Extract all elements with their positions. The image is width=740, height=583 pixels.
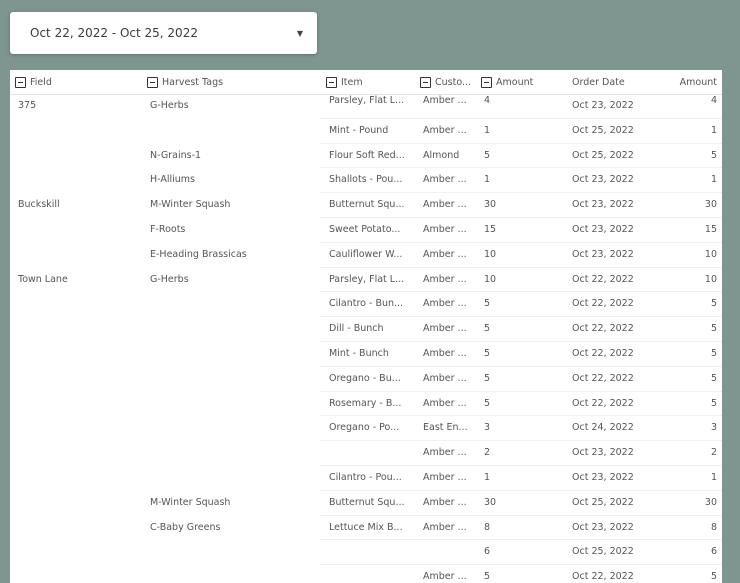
amount-cell: 5	[484, 323, 491, 335]
order-date-cell: Oct 22, 2022	[572, 348, 634, 359]
amount-total-cell: 10	[704, 273, 717, 285]
item-cell: Cilantro - Pou...	[329, 472, 402, 483]
harvest-tag-cell: H-Alliums	[150, 174, 196, 186]
amount-cell: 5	[484, 298, 491, 310]
amount-total-cell: 4	[710, 95, 717, 106]
field-cell	[18, 565, 143, 583]
amount-total-cell: 1	[710, 174, 717, 186]
harvest-tag-cell: C-Baby Greens	[150, 521, 221, 533]
order-date-cell: Oct 25, 2022	[572, 546, 634, 558]
field-cell: Buckskill	[18, 199, 60, 211]
date-range-label: Oct 22, 2022 - Oct 25, 2022	[30, 26, 198, 40]
customer-cell: Amber ...	[423, 273, 467, 285]
table-row[interactable]	[10, 540, 722, 565]
header-harvest-tags	[147, 70, 223, 94]
field-cell	[18, 491, 143, 516]
amount-cell: 1	[484, 124, 491, 136]
table-row[interactable]	[10, 367, 722, 392]
amount-cell: 1	[484, 174, 491, 186]
amount-total-cell: 5	[710, 298, 717, 310]
table-row[interactable]	[10, 168, 722, 193]
customer-cell: Amber ...	[423, 348, 467, 359]
dropdown-caret-icon: ▼	[296, 28, 303, 38]
harvest-tag-cell	[150, 416, 325, 441]
customer-cell: Amber ...	[423, 521, 467, 533]
item-cell: Sweet Potato...	[329, 224, 401, 235]
table-row[interactable]	[10, 292, 722, 317]
amount-cell: 30	[484, 496, 497, 508]
field-cell	[18, 466, 143, 491]
harvest-tag-cell	[150, 317, 325, 342]
collapse-item-icon[interactable]	[326, 77, 337, 88]
harvest-tag-cell	[150, 342, 325, 367]
customer-cell: Amber ...	[423, 199, 467, 211]
amount-total-cell: 8	[710, 521, 717, 533]
item-cell: Oregano - Bu...	[329, 372, 401, 384]
field-cell	[18, 540, 143, 565]
amount-total-cell: 5	[710, 323, 717, 335]
amount-total-cell: 1	[710, 124, 717, 136]
amount-cell: 10	[484, 273, 497, 285]
field-cell	[18, 342, 143, 367]
amount-cell: 5	[484, 149, 491, 161]
item-cell: Rosemary - B...	[329, 397, 402, 409]
harvest-tag-cell	[150, 119, 325, 144]
order-date-cell: Oct 24, 2022	[572, 422, 634, 434]
order-date-cell: Oct 25, 2022	[572, 496, 634, 508]
amount-total-cell: 5	[710, 397, 717, 409]
amount-total-cell: 30	[704, 496, 717, 508]
table-row[interactable]	[10, 268, 722, 293]
amount-total-cell: 2	[710, 447, 717, 459]
item-cell: Shallots - Pou...	[329, 174, 403, 186]
harvest-tag-cell: G-Herbs	[150, 100, 189, 111]
customer-cell: Amber ...	[423, 323, 467, 335]
amount-cell: 4	[484, 95, 491, 106]
amount-total-cell: 5	[710, 372, 717, 384]
harvest-tag-cell	[150, 392, 325, 417]
header-order-date[interactable]	[572, 70, 625, 94]
order-date-cell: Oct 22, 2022	[572, 298, 634, 310]
order-date-cell: Oct 22, 2022	[572, 273, 634, 285]
order-date-cell: Oct 25, 2022	[572, 149, 634, 161]
customer-cell	[423, 540, 473, 565]
amount-total-cell: 15	[704, 224, 717, 235]
header-amount-total-label[interactable]: Amount	[679, 76, 717, 88]
order-date-cell: Oct 22, 2022	[572, 372, 634, 384]
amount-cell: 1	[484, 472, 491, 483]
order-date-cell: Oct 23, 2022	[572, 174, 634, 186]
header-amount-label[interactable]: Amount	[496, 76, 534, 88]
amount-total-cell: 3	[710, 422, 717, 434]
customer-cell: Amber ...	[423, 397, 467, 409]
order-date-cell: Oct 25, 2022	[572, 124, 634, 136]
item-cell: Butternut Squ...	[329, 199, 405, 211]
item-cell	[329, 565, 415, 583]
amount-cell: 5	[484, 397, 491, 409]
table-row[interactable]	[10, 119, 722, 144]
amount-total-cell: 6	[710, 546, 717, 558]
header-customer-label[interactable]: Custo...	[435, 76, 472, 88]
amount-cell: 6	[484, 546, 491, 558]
field-cell	[18, 416, 143, 441]
customer-cell: East En...	[423, 422, 468, 434]
item-cell: Oregano - Po...	[329, 422, 400, 434]
item-cell: Cilantro - Bun...	[329, 298, 404, 310]
customer-cell: Amber ...	[423, 298, 467, 310]
order-date-cell: Oct 22, 2022	[572, 323, 634, 335]
table-row[interactable]	[10, 516, 722, 541]
customer-cell: Amber ...	[423, 472, 467, 483]
amount-cell: 2	[484, 447, 491, 459]
field-cell	[18, 317, 143, 342]
header-field	[15, 70, 52, 94]
harvest-tag-cell	[150, 540, 325, 565]
customer-cell: Amber ...	[423, 248, 467, 260]
harvest-tag-cell	[150, 441, 325, 466]
harvest-tag-cell: M-Winter Squash	[150, 199, 231, 211]
field-cell	[18, 243, 143, 268]
item-cell: Cauliflower W...	[329, 248, 403, 260]
amount-total-cell: 5	[710, 149, 717, 161]
customer-cell: Amber ...	[423, 447, 467, 459]
table-row[interactable]	[10, 218, 722, 243]
order-date-cell: Oct 22, 2022	[572, 571, 634, 583]
amount-total-cell: 5	[710, 348, 717, 359]
field-cell	[18, 441, 143, 466]
table-row[interactable]	[10, 392, 722, 417]
header-harvest-tags-label[interactable]: Harvest Tags	[162, 76, 224, 88]
item-cell: Flour Soft Red...	[329, 149, 405, 161]
harvest-tag-cell: G-Herbs	[150, 273, 189, 285]
amount-cell: 5	[484, 348, 491, 359]
table-row[interactable]	[10, 466, 722, 491]
amount-total-cell: 5	[710, 571, 717, 583]
field-cell	[18, 168, 143, 193]
date-range-dropdown[interactable]	[10, 12, 317, 54]
collapse-harvest-tags-icon[interactable]	[147, 77, 158, 88]
field-cell	[18, 218, 143, 243]
field-cell	[18, 367, 143, 392]
harvest-tag-cell: E-Heading Brassicas	[150, 248, 247, 260]
collapse-customer-icon[interactable]	[420, 77, 431, 88]
table-row[interactable]	[10, 94, 722, 119]
header-item-label[interactable]: Item	[341, 76, 363, 88]
amount-total-cell: 30	[704, 199, 717, 211]
collapse-field-icon[interactable]	[15, 77, 26, 88]
header-field-label[interactable]: Field	[30, 76, 52, 88]
harvest-tag-cell: M-Winter Squash	[150, 496, 231, 508]
amount-cell: 15	[484, 224, 497, 235]
field-cell: 375	[18, 100, 37, 111]
field-cell	[18, 392, 143, 417]
table-row[interactable]	[10, 565, 722, 583]
item-cell: Lettuce Mix B...	[329, 521, 403, 533]
order-date-cell: Oct 23, 2022	[572, 248, 634, 260]
table-row[interactable]	[10, 491, 722, 516]
table-row[interactable]	[10, 441, 722, 466]
harvest-tag-cell	[150, 466, 325, 491]
item-cell: Mint - Pound	[329, 124, 389, 136]
customer-cell: Amber ...	[423, 224, 467, 235]
item-cell	[329, 540, 415, 565]
customer-cell: Amber ...	[423, 496, 467, 508]
pivot-table	[10, 70, 722, 583]
amount-cell: 10	[484, 248, 497, 260]
amount-total-cell: 10	[704, 248, 717, 260]
amount-cell: 30	[484, 199, 497, 211]
harvest-tag-cell	[150, 292, 325, 317]
item-cell: Mint - Bunch	[329, 348, 389, 359]
order-date-cell: Oct 23, 2022	[572, 521, 634, 533]
customer-cell: Amber ...	[423, 372, 467, 384]
table-row[interactable]	[10, 317, 722, 342]
customer-cell: Amber ...	[423, 95, 467, 106]
harvest-tag-cell	[150, 367, 325, 392]
amount-cell: 5	[484, 372, 491, 384]
table-row[interactable]	[10, 342, 722, 367]
field-cell	[18, 292, 143, 317]
table-row[interactable]	[10, 193, 722, 218]
amount-cell: 3	[484, 422, 491, 434]
field-cell	[18, 144, 143, 169]
order-date-cell: Oct 23, 2022	[572, 447, 634, 459]
order-date-cell: Oct 23, 2022	[572, 100, 634, 111]
customer-cell: Almond	[423, 149, 460, 161]
item-cell	[329, 441, 415, 466]
customer-cell: Amber ...	[423, 174, 467, 186]
collapse-amount-icon[interactable]	[481, 77, 492, 88]
harvest-tag-cell	[150, 565, 325, 583]
item-cell: Dill - Bunch	[329, 323, 384, 335]
table-row[interactable]	[10, 416, 722, 441]
amount-total-cell: 1	[710, 472, 717, 483]
item-cell: Parsley, Flat L...	[329, 273, 405, 285]
item-cell: Parsley, Flat L...	[329, 95, 405, 106]
customer-cell: Amber ...	[423, 571, 467, 583]
field-cell: Town Lane	[18, 273, 68, 285]
order-date-cell: Oct 22, 2022	[572, 397, 634, 409]
order-date-cell: Oct 23, 2022	[572, 199, 634, 211]
amount-cell: 5	[484, 571, 491, 583]
order-date-cell: Oct 23, 2022	[572, 472, 634, 483]
order-date-cell: Oct 23, 2022	[572, 224, 634, 235]
harvest-tag-cell: F-Roots	[150, 224, 186, 235]
header-order-date-label[interactable]: Order Date	[572, 76, 625, 88]
table-row[interactable]	[10, 243, 722, 268]
item-cell: Butternut Squ...	[329, 496, 405, 508]
harvest-tag-cell: N-Grains-1	[150, 149, 202, 161]
field-cell	[18, 119, 143, 144]
field-cell	[18, 516, 143, 541]
table-row[interactable]	[10, 144, 722, 169]
amount-cell: 8	[484, 521, 491, 533]
customer-cell: Amber ...	[423, 124, 467, 136]
